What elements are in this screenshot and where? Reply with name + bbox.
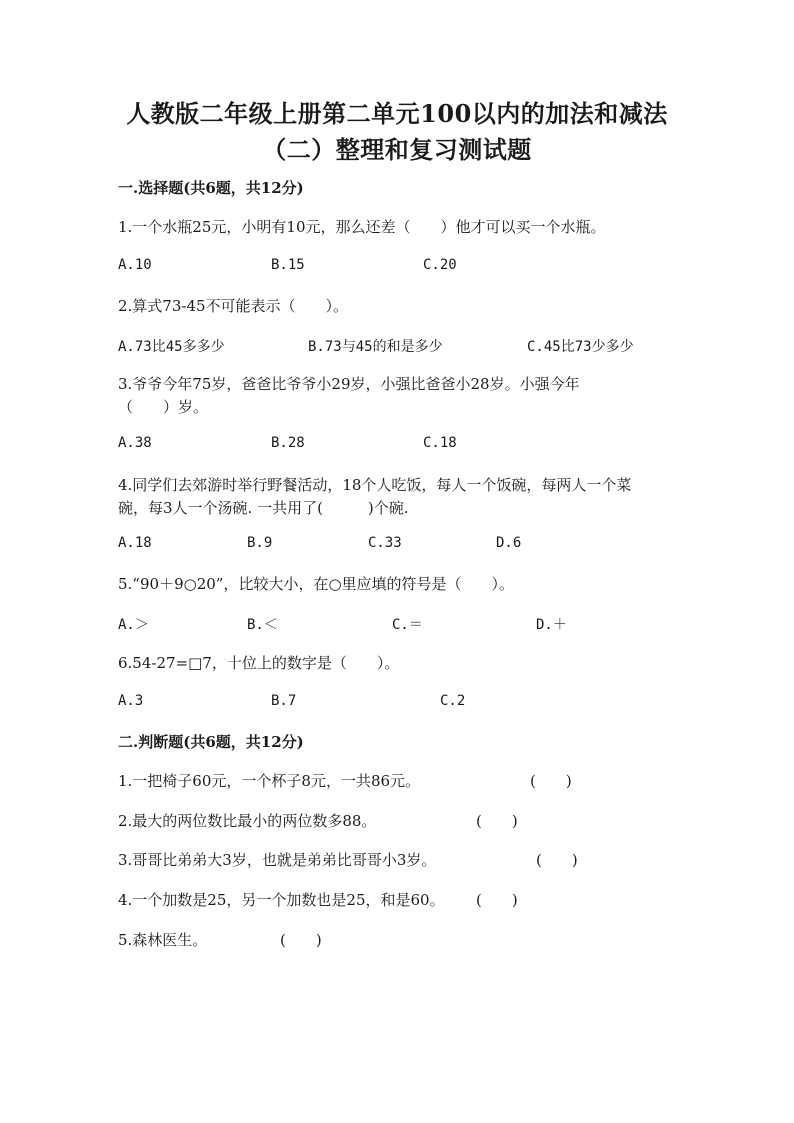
q4-option-d: D.6 xyxy=(496,535,522,551)
q5-option-d: D.＋ xyxy=(536,617,567,633)
judgement-item-1: 1.一把椅子60元，一个杯子8元，一共86元。 xyxy=(118,772,421,790)
q6-option-b: B.7 xyxy=(271,693,297,709)
question-3-line2: （ ）岁。 xyxy=(118,398,209,416)
question-3-line1: 3.爷爷今年75岁，爸爸比爷爷小29岁，小强比爸爸小28岁。小强今年 xyxy=(118,375,580,393)
q5-option-a: A.＞ xyxy=(118,617,149,633)
q2-option-b: B.73与45的和是多少 xyxy=(308,339,443,355)
judgement-item-4: 4.一个加数是25，另一个加数也是25，和是60。 xyxy=(118,891,445,909)
judgement-answer-slot-4[interactable]: ( ) xyxy=(476,891,518,909)
q5-option-b: B.＜ xyxy=(247,617,278,633)
question-6: 6.54-27=□7，十位上的数字是（ ）。 xyxy=(118,654,400,672)
judgement-answer-slot-3[interactable]: ( ) xyxy=(536,851,578,869)
judgement-item-2: 2.最大的两位数比最小的两位数多88。 xyxy=(118,812,377,830)
question-4-line1: 4.同学们去郊游时举行野餐活动，18个人吃饭，每人一个饭碗，每两人一个菜 xyxy=(118,476,632,494)
judgement-answer-slot-1[interactable]: ( ) xyxy=(530,772,572,790)
q4-option-c: C.33 xyxy=(368,535,402,551)
question-1: 1.一个水瓶25元，小明有10元，那么还差（ ）他才可以买一个水瓶。 xyxy=(118,218,606,236)
q2-option-c: C.45比73少多少 xyxy=(527,339,634,355)
judgement-answer-slot-2[interactable]: ( ) xyxy=(476,812,518,830)
q3-option-c: C.18 xyxy=(423,435,457,451)
judgement-answer-slot-5[interactable]: ( ) xyxy=(280,931,322,949)
section-heading-choice: 一.选择题(共6题，共12分) xyxy=(118,179,304,197)
page-title-line2: （二）整理和复习测试题 xyxy=(262,135,532,164)
question-2: 2.算式73-45不可能表示（ ）。 xyxy=(118,297,349,315)
q6-option-c: C.2 xyxy=(440,693,466,709)
q3-option-a: A.38 xyxy=(118,435,152,451)
judgement-item-3: 3.哥哥比弟弟大3岁，也就是弟弟比哥哥小3岁。 xyxy=(118,851,437,869)
q6-option-a: A.3 xyxy=(118,693,144,709)
q3-option-b: B.28 xyxy=(271,435,305,451)
q2-option-a: A.73比45多多少 xyxy=(118,339,225,355)
q1-option-c: C.20 xyxy=(423,257,457,273)
judgement-item-5: 5.森林医生。 xyxy=(118,931,208,949)
q1-option-b: B.15 xyxy=(271,257,305,273)
page-title-line1: 人教版二年级上册第二单元100以内的加法和减法 xyxy=(126,99,668,128)
section-heading-judgement: 二.判断题(共6题，共12分) xyxy=(118,733,304,751)
question-5: 5.“90＋9○20”，比较大小，在○里应填的符号是（ ）。 xyxy=(118,575,515,593)
q4-option-a: A.18 xyxy=(118,535,152,551)
q5-option-c: C.＝ xyxy=(392,617,423,633)
question-4-line2: 碗，每3人一个汤碗. 一共用了( )个碗. xyxy=(118,499,409,517)
q1-option-a: A.10 xyxy=(118,257,152,273)
q4-option-b: B.9 xyxy=(247,535,273,551)
